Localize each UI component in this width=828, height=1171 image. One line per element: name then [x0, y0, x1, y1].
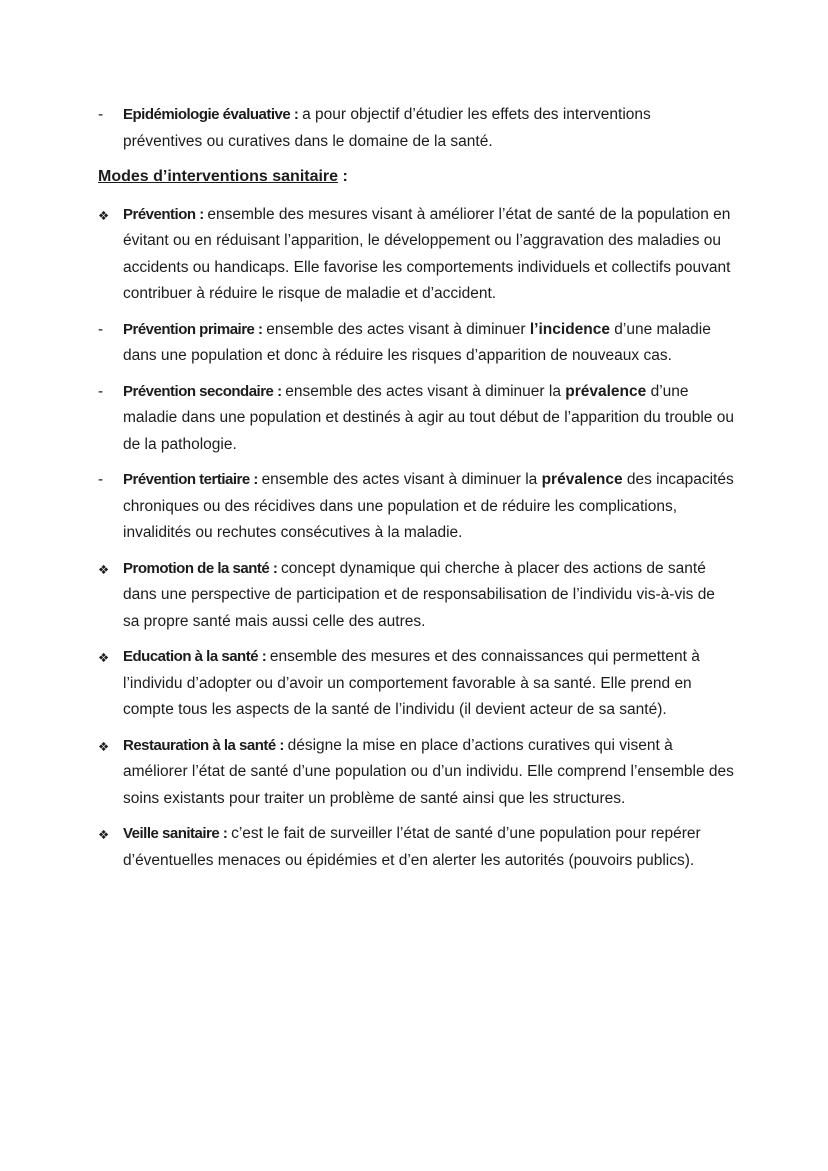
emphasized-text: prévalence — [565, 382, 647, 400]
emphasized-text: prévalence — [541, 471, 623, 488]
definition-text — [123, 467, 734, 547]
section-heading-label: Modes d’interventions sanitaire — [98, 168, 339, 185]
definition-separator: : — [258, 648, 270, 665]
definition-term: Prévention secondaire — [123, 382, 274, 400]
body-text: ensemble des actes visant à diminuer — [266, 320, 530, 338]
definition-separator: : — [275, 736, 288, 754]
definition-term: Restauration à la santé — [123, 736, 276, 754]
diamond-bullet: ❖ — [98, 828, 110, 842]
definition-text — [123, 733, 734, 813]
dash-bullet: - — [98, 382, 104, 400]
definition-separator: : — [290, 106, 303, 123]
definition-term: Prévention — [123, 205, 196, 223]
intro-list — [98, 102, 734, 155]
definition-text — [123, 102, 734, 155]
body-text: des incapacités chroniques ou des récidives dans une population et de réduire les complications, invalidités ou rechutes consécutives à la maladie. — [123, 471, 734, 541]
body-text: ensemble des actes visant à diminuer la — [285, 382, 566, 400]
definition-term: Epidémiologie évaluative — [123, 106, 291, 123]
definition-text — [123, 379, 734, 459]
body-text: a pour objectif d’étudier les effets des interventions préventives ou curatives dans le domaine de la santé. — [123, 106, 651, 150]
body-text: ensemble des mesures et des connaissances qui permettent à l’individu d’adopter ou d’avoir un comportement favorable à sa santé. Elle prend en compte tous les aspects de la santé de l’individu (il devient acteur de sa santé). — [123, 648, 700, 718]
body-text: concept dynamique qui cherche à placer des actions de santé dans une perspective de participation et de responsabilisation de l’individu vis-à-vis de sa propre santé mais aussi celle des autres. — [123, 559, 715, 630]
list-item — [98, 467, 734, 547]
dash-bullet: - — [98, 320, 104, 338]
definition-term: Education à la santé — [123, 648, 259, 665]
definition-text — [123, 317, 734, 370]
definitions-list — [98, 202, 734, 875]
section-heading-colon: : — [338, 168, 348, 185]
emphasized-text: l’incidence — [529, 320, 610, 338]
definition-text — [123, 202, 734, 308]
definition-term: Prévention primaire — [123, 320, 255, 338]
list-item — [98, 644, 734, 724]
definition-term: Veille sanitaire — [123, 825, 220, 842]
body-text: désigne la mise en place d’actions curatives qui visent à améliorer l’état de santé d’une population ou d’un individu. Elle comprend l’ensemble des soins existants pour traiter un problème de santé ainsi que les structures. — [123, 736, 734, 807]
dash-bullet: - — [98, 471, 104, 488]
section-heading — [98, 164, 734, 191]
definition-separator: : — [273, 382, 286, 400]
list-item — [98, 556, 734, 636]
diamond-bullet: ❖ — [98, 739, 110, 754]
body-text: d’une maladie dans une population et destinés à agir au tout début de l’apparition du trouble ou de la pathologie. — [123, 382, 734, 453]
diamond-bullet: ❖ — [98, 562, 110, 577]
list-item — [98, 102, 734, 155]
list-item — [98, 317, 734, 370]
diamond-bullet: ❖ — [98, 208, 110, 223]
list-item — [98, 202, 734, 308]
definition-term: Promotion de la santé — [123, 559, 270, 577]
definition-separator: : — [249, 471, 262, 488]
list-item — [98, 379, 734, 459]
definition-text — [123, 821, 734, 874]
diamond-bullet: ❖ — [98, 651, 110, 665]
body-text: d’une maladie dans une population et donc à réduire les risques d’apparition de nouveaux cas. — [123, 320, 711, 364]
definition-separator: : — [219, 825, 232, 842]
list-item — [98, 821, 734, 874]
definition-separator: : — [269, 559, 282, 577]
dash-bullet: - — [98, 106, 104, 123]
list-item — [98, 733, 734, 813]
definition-text — [123, 644, 734, 724]
definition-text — [123, 556, 734, 636]
body-text: c’est le fait de surveiller l’état de santé d’une population pour repérer d’éventuelles menaces ou épidémies et d’en alerter les autorités (pouvoirs publics). — [123, 825, 701, 869]
body-text: ensemble des mesures visant à améliorer l’état de santé de la population en évitant ou en réduisant l’apparition, le développement ou l’aggravation des maladies ou accidents ou handicaps. Elle favorise les comportements individuels et collectifs pouvant contribuer à réduire le risque de maladie et d’accident. — [123, 205, 731, 302]
definition-separator: : — [254, 320, 267, 338]
definition-separator: : — [195, 205, 208, 223]
definition-term: Prévention tertiaire — [123, 471, 250, 488]
body-text: ensemble des actes visant à diminuer la — [261, 471, 542, 488]
